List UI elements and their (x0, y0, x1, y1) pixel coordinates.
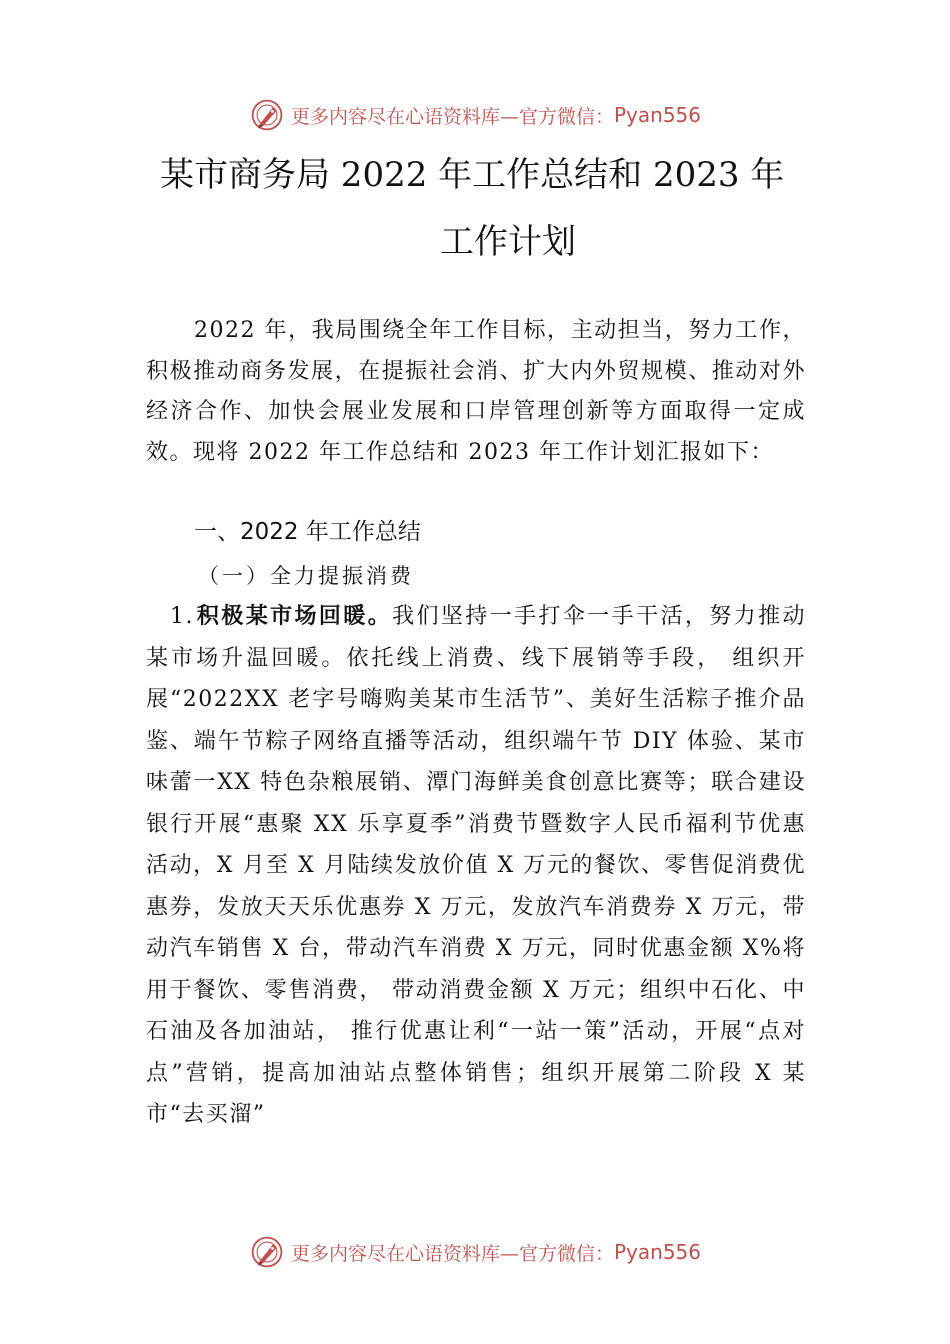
watermark-header (0, 95, 950, 135)
watermark-footer (0, 1232, 950, 1272)
paragraph-lead: 积极某市场回暖。 (196, 603, 393, 629)
document-title-line-2: 工作计划 (440, 222, 576, 262)
paragraph-1 (146, 596, 806, 1136)
watermark-wechat-label: 官方微信： (518, 105, 614, 128)
pen-nib-logo-icon (249, 1234, 285, 1270)
intro-paragraph: 2022 年，我局围绕全年工作目标，主动担当，努力工作，积极推动商务发展，在提振社会消、扩大内外贸规模、推动对外经济合作、加快会展业发展和口岸管理创新等方面取得一定成效。现将 2022 年工作总结和 2023 年工作计划汇报如下： (146, 318, 806, 465)
paragraph-number: 1. (170, 604, 194, 629)
subsection-heading: （一）全力提振消费 (198, 564, 414, 588)
watermark-wechat-label: 官方微信： (518, 1242, 614, 1265)
document-title-line-1: 某市商务局 2022 年工作总结和 2023 年 (160, 155, 785, 195)
watermark-wechat-id: Pyan556 (614, 1240, 702, 1264)
watermark-wechat-id: Pyan556 (614, 103, 702, 127)
paragraph-body: 我们坚持一手打伞一手干活，努力推动某市场升温回暖。依托线上消费、线下展销等手段， 组织开展“2022XX 老字号嗨购美某市生活节”、美好生活粽子推介品鉴、端午节粽子网络直播等活动，组织端午节 DIY 体验、某市味蕾一XX 特色杂粮展销、潭门海鲜美食创意比赛等；联合建设银行开展“惠聚 XX 乐享夏季”消费节暨数字人民币福利节优惠活动，X 月至 X 月陆续发放价值 X 万元的餐饮、零售促消费优惠券，发放天天乐优惠券 X 万元，发放汽车消费券 X 万元，带动汽车销售 X 台，带动汽车消费 X 万元，同时优惠金额 X%将用于餐饮、零售消费， 带动消费金额 X 万元；组织中石化、中石油及各加油站， 推行优惠让利“一站一策”活动，开展“点对点”营销，提高加油站点整体销售；组织开展第二阶段 X 某市“去买溜” (146, 604, 806, 1127)
watermark-text: 更多内容尽在心语资料库— (290, 1242, 519, 1265)
watermark-text: 更多内容尽在心语资料库— (290, 105, 519, 128)
pen-nib-logo-icon (249, 97, 285, 133)
section-heading: 一、2022 年工作总结 (194, 519, 421, 545)
